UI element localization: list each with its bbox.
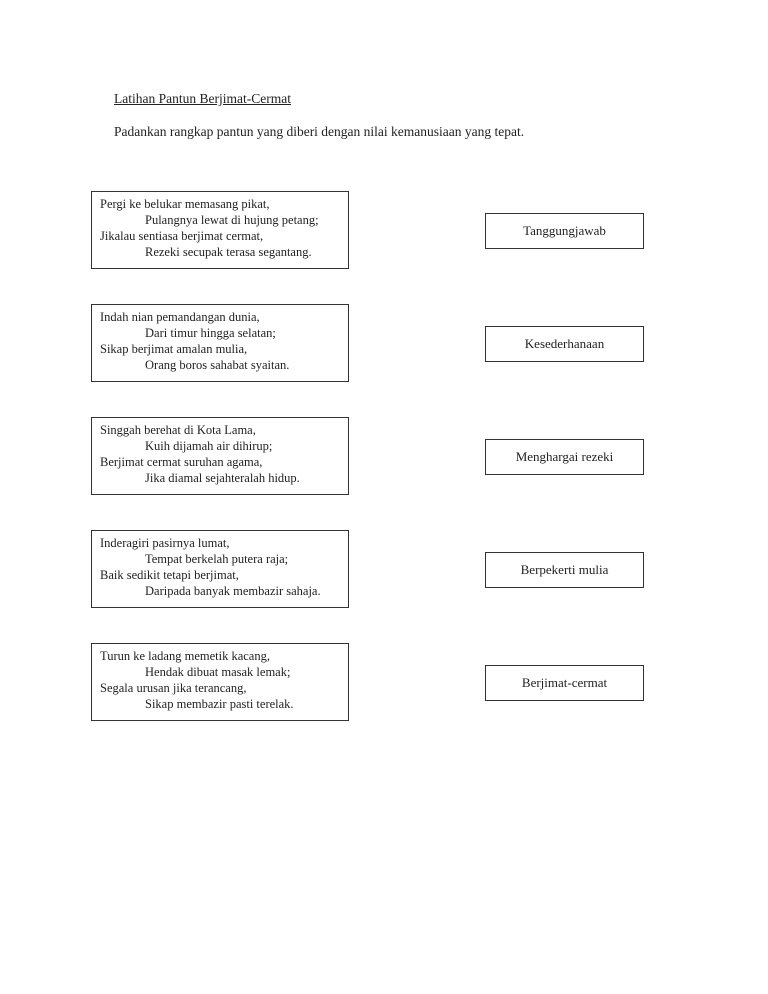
value-box-menghargai-rezeki: Menghargai rezeki [485,439,644,475]
pantun-box-1 [91,191,349,269]
pantun-line: Jikalau sentiasa berjimat cermat, [100,229,264,243]
value-box-tanggungjawab: Tanggungjawab [485,213,644,249]
value-box-berjimat-cermat: Berjimat-cermat [485,665,644,701]
pantun-line: Dari timur hingga selatan; [145,326,276,340]
pantun-line: Kuih dijamah air dihirup; [145,439,273,453]
pantun-line: Sikap membazir pasti terelak. [145,697,294,711]
pantun-line: Singgah berehat di Kota Lama, [100,423,256,437]
pantun-line: Indah nian pemandangan dunia, [100,310,260,324]
pantun-box-5 [91,643,349,721]
pantun-line: Segala urusan jika terancang, [100,681,247,695]
pantun-line: Rezeki secupak terasa segantang. [145,245,312,259]
pantun-line: Berjimat cermat suruhan agama, [100,455,263,469]
pantun-line: Pergi ke belukar memasang pikat, [100,197,270,211]
pantun-line: Sikap berjimat amalan mulia, [100,342,248,356]
value-box-berpekerti-mulia: Berpekerti mulia [485,552,644,588]
pantun-line: Inderagiri pasirnya lumat, [100,536,230,550]
pantun-line: Pulangnya lewat di hujung petang; [145,213,319,227]
pantun-box-2 [91,304,349,382]
instruction-text: Padankan rangkap pantun yang diberi dengan nilai kemanusiaan yang tepat. [114,124,525,139]
pantun-line: Hendak dibuat masak lemak; [145,665,291,679]
pantun-box-3 [91,417,349,495]
pantun-line: Orang boros sahabat syaitan. [145,358,290,372]
value-box-kesederhanaan: Kesederhanaan [485,326,644,362]
pantun-line: Turun ke ladang memetik kacang, [100,649,270,663]
pantun-line: Jika diamal sejahteralah hidup. [145,471,300,485]
pantun-line: Tempat berkelah putera raja; [145,552,289,566]
pantun-line: Daripada banyak membazir sahaja. [145,584,321,598]
pantun-box-4 [91,530,349,608]
page-title: Latihan Pantun Berjimat-Cermat [114,91,291,106]
pantun-line: Baik sedikit tetapi berjimat, [100,568,239,582]
